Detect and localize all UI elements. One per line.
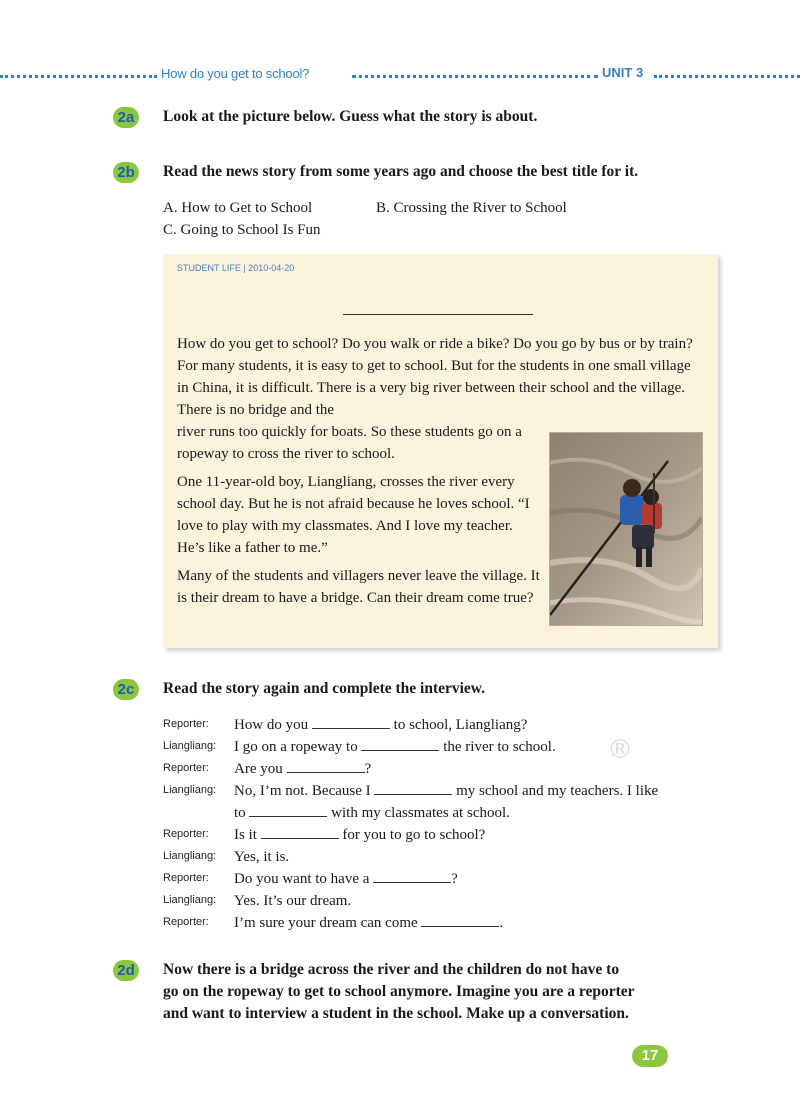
title-blank-line — [343, 314, 533, 315]
badge-2b: 2b — [113, 162, 139, 183]
badge-2d: 2d — [113, 960, 139, 981]
dialog-row — [163, 736, 733, 758]
ropeway-photo — [549, 432, 703, 626]
speaker-label: Reporter: — [163, 872, 209, 884]
badge-2c: 2c — [113, 679, 139, 700]
answer-blank[interactable] — [261, 824, 339, 839]
unit-label: UNIT 3 — [602, 65, 644, 80]
speaker-label: Liangliang: — [163, 894, 217, 906]
dotted-rule — [654, 75, 800, 78]
instruction-2c: Read the story again and complete the interview. — [163, 680, 486, 697]
story-paragraph-1-cont: river runs too quickly for boats. So these students go on a ropeway to cross the river to school. — [177, 424, 522, 462]
dialog-row — [163, 714, 733, 736]
story-paragraph-3: Many of the students and villagers never leave the village. It is their dream to have a bridge. Can their dream come true? — [177, 568, 540, 606]
speaker-label: Reporter: — [163, 828, 209, 840]
answer-blank[interactable] — [287, 758, 365, 773]
dialog-row — [163, 912, 733, 934]
option-b: B. Crossing the River to School — [376, 200, 567, 216]
dialog-row — [163, 758, 733, 780]
dialog-row — [163, 890, 733, 912]
dialog-row — [163, 846, 733, 868]
dialog-line: How do you to school, Liangliang? — [234, 714, 527, 736]
answer-blank[interactable] — [373, 868, 451, 883]
dialog-line: Is it for you to go to school? — [234, 824, 485, 846]
interview-dialog — [163, 714, 733, 934]
header-title: How do you get to school? — [161, 66, 310, 81]
speaker-label: Liangliang: — [163, 740, 217, 752]
speaker-label: Reporter: — [163, 762, 209, 774]
answer-blank[interactable] — [249, 802, 327, 817]
answer-blank[interactable] — [312, 714, 390, 729]
speaker-label: Reporter: — [163, 718, 209, 730]
answer-blank[interactable] — [421, 912, 499, 927]
speaker-label: Liangliang: — [163, 850, 217, 862]
badge-2a: 2a — [113, 107, 139, 128]
dialog-line: Do you want to have a ? — [234, 868, 458, 890]
answer-blank[interactable] — [361, 736, 439, 751]
instruction-2a: Look at the picture below. Guess what the story is about. — [163, 108, 538, 125]
dialog-row — [163, 780, 733, 824]
dialog-line: I go on a ropeway to the river to school. — [234, 736, 556, 758]
dialog-row — [163, 824, 733, 846]
dialog-row — [163, 868, 733, 890]
dialog-line: Yes. It’s our dream. — [234, 893, 352, 909]
dialog-line: No, I’m not. Because I my school and my teachers. I like to with my classmates at school. — [234, 780, 658, 824]
instruction-2d-line-3: and want to interview a student in the school. Make up a conversation. — [163, 1005, 629, 1022]
story-meta: STUDENT LIFE | 2010-04-20 — [177, 263, 295, 273]
running-header — [0, 66, 800, 86]
dotted-rule — [352, 75, 598, 78]
story-paragraph-1: How do you get to school? Do you walk or ride a bike? Do you go by bus or by train? For many students, it is easy to get to school. But for the students in one small village in China, it is difficult. There is a very big river between their school and the village. There is no bridge and the — [177, 336, 693, 418]
news-story-box — [163, 254, 718, 648]
dialog-line: Yes, it is. — [234, 849, 290, 865]
page-number: 17 — [632, 1045, 668, 1067]
instruction-2d-line-1: Now there is a bridge across the river and the children do not have to — [163, 961, 620, 978]
registered-mark-watermark: ® — [607, 735, 633, 765]
instruction-2b: Read the news story from some years ago and choose the best title for it. — [163, 163, 639, 180]
instruction-2d-line-2: go on the ropeway to get to school anymore. Imagine you are a reporter — [163, 983, 635, 1000]
speaker-label: Liangliang: — [163, 784, 217, 796]
option-a: A. How to Get to School — [163, 200, 313, 216]
option-c: C. Going to School Is Fun — [163, 222, 321, 238]
dialog-line: I’m sure your dream can come . — [234, 912, 503, 934]
dotted-rule — [0, 75, 157, 78]
story-paragraph-2: One 11-year-old boy, Liangliang, crosses the river every school day. But he is not afraid because he loves school. “I love to play with my classmates. And I love my teacher. He’s like a father to me.” — [177, 474, 530, 556]
answer-blank[interactable] — [374, 780, 452, 795]
dialog-line: Are you ? — [234, 758, 371, 780]
speaker-label: Reporter: — [163, 916, 209, 928]
